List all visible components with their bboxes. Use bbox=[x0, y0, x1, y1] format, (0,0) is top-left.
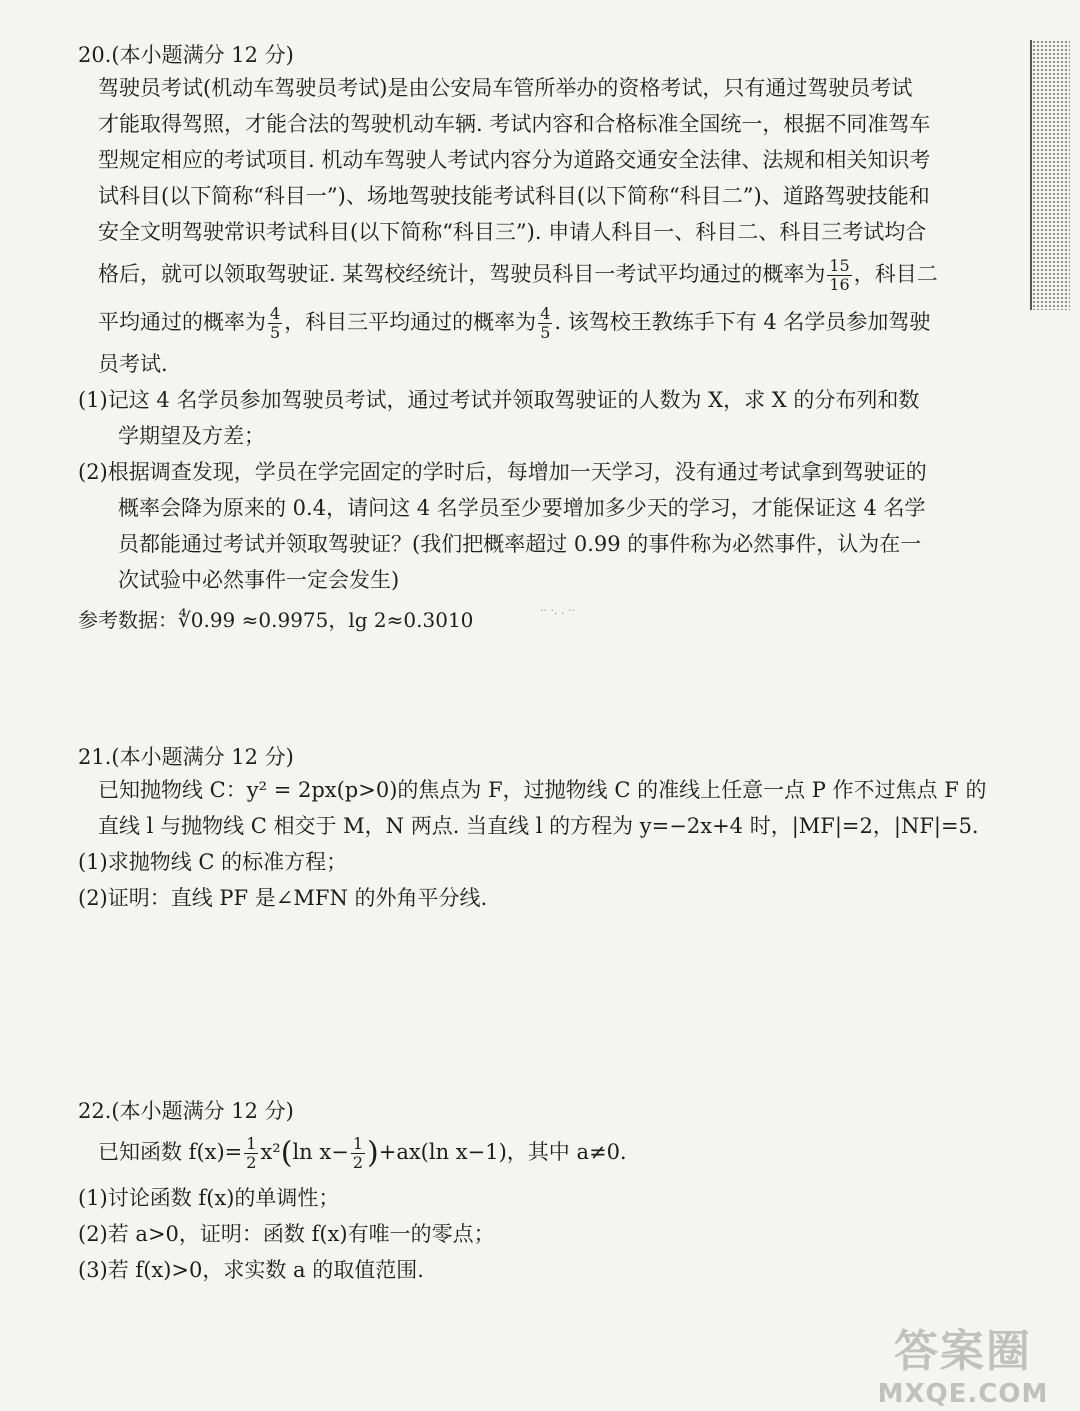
q20-line-6 bbox=[78, 250, 978, 298]
fraction-half-a: $\frac{1}{2}$ bbox=[246, 1134, 257, 1172]
q22-header: 22.(本小题满分 12 分) bbox=[78, 1099, 294, 1123]
q20-part-2: (2)根据调查发现，学员在学完固定的学时后，每增加一天学习，没有通过考试拿到驾驶证的 bbox=[78, 460, 927, 484]
q21-header: 21.(本小题满分 12 分) bbox=[78, 745, 294, 769]
q20-line-8: 员考试. bbox=[98, 352, 168, 376]
q22-inner-expr: ln x− bbox=[292, 1140, 349, 1164]
q22-func-suffix: +ax(ln x−1)，其中 a≠0. bbox=[378, 1140, 627, 1164]
q22-x-squared: x² bbox=[260, 1140, 281, 1164]
q20-line-3: 型规定相应的考试项目. 机动车驾驶人考试内容分为道路交通安全法律、法规和相关知识考 bbox=[98, 148, 931, 172]
q21-part-1: (1)求抛物线 C 的标准方程； bbox=[78, 850, 348, 874]
q22-part-2: (2)若 a>0，证明：函数 f(x)有唯一的零点； bbox=[78, 1221, 495, 1246]
question-20 bbox=[78, 40, 978, 638]
q20-part-1-cont: 学期望及方差； bbox=[118, 424, 265, 448]
question-21 bbox=[78, 742, 987, 916]
q21-line-2: 直线 l 与抛物线 C 相交于 M，N 两点. 当直线 l 的方程为 y=−2x+4 时，|MF|=2，|NF|=5. bbox=[98, 814, 979, 838]
q21-line-1: 已知抛物线 C：y² = 2px(p>0)的焦点为 F，过抛物线 C 的准线上任意一点 P 作不过焦点 F 的 bbox=[98, 778, 987, 802]
watermark-site-text: MXQE.COM bbox=[877, 1379, 1049, 1409]
q20-header: 20.(本小题满分 12 分) bbox=[78, 43, 294, 67]
watermark-logo bbox=[868, 1315, 1058, 1409]
q22-func-prefix: 已知函数 f(x)= bbox=[98, 1140, 243, 1164]
q20-line-7-end: . 该驾校王教练手下有 4 名学员参加驾驶 bbox=[554, 310, 931, 334]
question-22 bbox=[78, 1096, 978, 1288]
q20-line-5: 安全文明驾驶常识考试科目(以下简称“科目三”). 申请人科目一、科目二、科目三考试均合 bbox=[98, 220, 927, 244]
fraction-4-5-b: $\frac{4}{5}$ bbox=[540, 304, 551, 342]
q22-function-def: 已知函数 f(x)= $\frac{1}{2}$ x²(ln x− $\frac{1}{2}$ )+ax(ln x−1)，其中 a≠0. bbox=[98, 1134, 627, 1172]
q20-part-2-cont-3: 次试验中必然事件一定会发生) bbox=[118, 568, 400, 592]
q20-part-1: (1)记这 4 名学员参加驾驶员考试，通过考试并领取驾驶证的人数为 X，求 X 的分布列和数 bbox=[78, 388, 920, 412]
q20-line-6-end: ，科目二 bbox=[853, 262, 938, 286]
q20-part-2-cont-2: 员都能通过考试并领取驾驶证？(我们把概率超过 0.99 的事件称为必然事件，认为在一 bbox=[118, 532, 922, 556]
q20-line-6-text: 格后，就可以领取驾驶证. 某驾校经统计，驾驶员科目一考试平均通过的概率为 bbox=[98, 262, 826, 286]
scan-noise: ·· ·. . ·· bbox=[540, 604, 575, 617]
q20-line-7 bbox=[78, 298, 978, 346]
q22-part-1: (1)讨论函数 f(x)的单调性； bbox=[78, 1185, 340, 1210]
q20-line-4: 试科目(以下简称“科目一”)、场地驾驶技能考试科目(以下简称“科目二”)、道路驾驶技能和 bbox=[98, 184, 930, 208]
q20-line-1: 驾驶员考试(机动车驾驶员考试)是由公安局车管所举办的资格考试，只有通过驾驶员考试 bbox=[98, 76, 913, 100]
fraction-4-5-a: $\frac{4}{5}$ bbox=[270, 304, 281, 342]
fraction-15-16: $\frac{15}{16}$ bbox=[829, 256, 850, 294]
q20-line-7-text: 平均通过的概率为 bbox=[98, 310, 266, 334]
scan-binding-edge bbox=[1030, 40, 1070, 310]
q22-part-3: (3)若 f(x)>0，求实数 a 的取值范围. bbox=[78, 1257, 424, 1282]
q20-reference-data: 参考数据：∜0.99 ≈0.9975，lg 2≈0.3010 bbox=[78, 608, 474, 632]
watermark-logo-text: 答案圈 bbox=[894, 1326, 1032, 1377]
q21-part-2: (2)证明：直线 PF 是∠MFN 的外角平分线. bbox=[78, 886, 488, 910]
fraction-half-b: $\frac{1}{2}$ bbox=[352, 1134, 363, 1172]
q20-part-2-cont-1: 概率会降为原来的 0.4，请问这 4 名学员至少要增加多少天的学习，才能保证这 4 名学 bbox=[118, 496, 926, 520]
q20-line-7-mid: ，科目三平均通过的概率为 bbox=[284, 310, 537, 334]
q20-line-2: 才能取得驾照，才能合法的驾驶机动车辆. 考试内容和合格标准全国统一，根据不同准驾车 bbox=[98, 112, 931, 136]
